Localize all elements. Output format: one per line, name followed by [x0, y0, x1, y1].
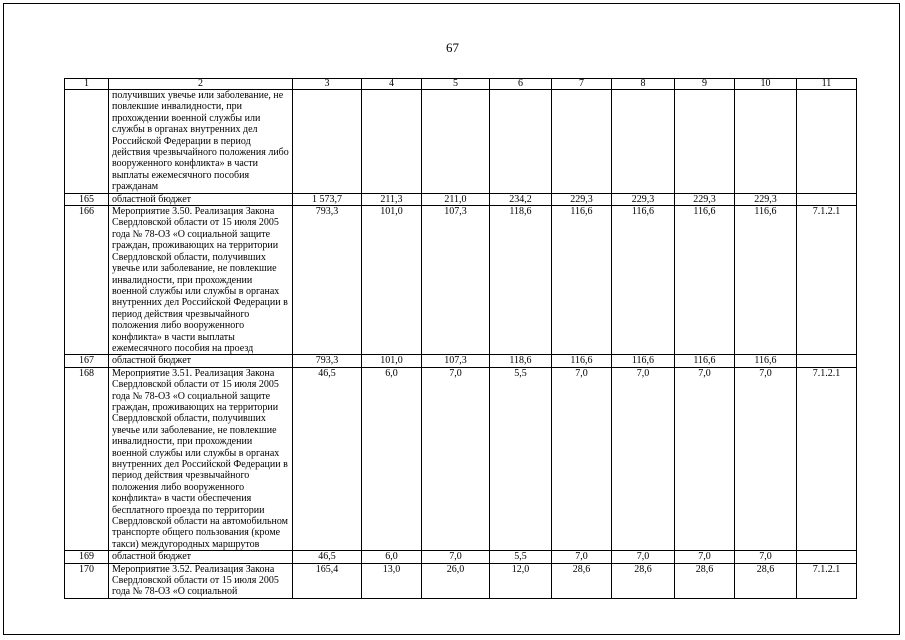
- header-cell: 3: [293, 79, 362, 90]
- budget-table: [64, 78, 857, 599]
- description-cell: Мероприятие 3.51. Реализация Закона Свердловской области от 15 июля 2005 года № 78-ОЗ «О социальной защите граждан, проживающих на территории Свердловской области, получивших увечье или заболевание, не повлекшие инвалидности, при прохождении военной службы или службы в органах внутренних дел Российской Федерации в период действия чрезвычайного положения либо вооруженного конфликта» в части обеспечения бесплатного проезда по территории Свердловской области на автомобильном транспорте общего пользования (кроме такси) междугородных маршрутов: [109, 367, 293, 551]
- header-cell: 7: [552, 79, 612, 90]
- row-number-cell: 170: [65, 563, 109, 598]
- value-cell: 7,0: [675, 551, 735, 563]
- row-number-cell: 167: [65, 355, 109, 367]
- value-cell: 211,3: [362, 193, 422, 205]
- description-cell: областной бюджет: [109, 551, 293, 563]
- row-number-cell: 169: [65, 551, 109, 563]
- value-cell: 116,6: [552, 355, 612, 367]
- value-cell: 116,6: [612, 355, 675, 367]
- value-cell: 7,0: [422, 367, 490, 551]
- header-cell: 11: [797, 79, 857, 90]
- value-cell: 7,0: [735, 367, 797, 551]
- description-cell: Мероприятие 3.52. Реализация Закона Свердловской области от 15 июля 2005 года № 78-ОЗ «О социальной: [109, 563, 293, 598]
- table-row: [65, 563, 857, 598]
- value-cell: 7,0: [675, 367, 735, 551]
- row-number-cell: 166: [65, 206, 109, 355]
- value-cell: 118,6: [490, 355, 552, 367]
- value-cell: [552, 90, 612, 194]
- header-cell: 6: [490, 79, 552, 90]
- table-header-row: [65, 79, 857, 90]
- value-cell: 211,0: [422, 193, 490, 205]
- header-cell: 9: [675, 79, 735, 90]
- value-cell: 5,5: [490, 551, 552, 563]
- value-cell: 13,0: [362, 563, 422, 598]
- value-cell: 116,6: [675, 206, 735, 355]
- value-cell: 7,0: [552, 551, 612, 563]
- description-cell: областной бюджет: [109, 193, 293, 205]
- value-cell: [293, 90, 362, 194]
- value-cell: 229,3: [735, 193, 797, 205]
- target-code-cell: 7.1.2.1: [797, 367, 857, 551]
- row-number-cell: [65, 90, 109, 194]
- target-code-cell: [797, 193, 857, 205]
- target-code-cell: [797, 90, 857, 194]
- value-cell: [735, 90, 797, 194]
- target-code-cell: [797, 551, 857, 563]
- description-cell: областной бюджет: [109, 355, 293, 367]
- value-cell: 7,0: [422, 551, 490, 563]
- value-cell: 6,0: [362, 367, 422, 551]
- table-row: [65, 367, 857, 551]
- value-cell: 793,3: [293, 206, 362, 355]
- value-cell: 229,3: [612, 193, 675, 205]
- table-row: [65, 90, 857, 194]
- value-cell: [490, 90, 552, 194]
- description-cell: Мероприятие 3.50. Реализация Закона Свердловской области от 15 июля 2005 года № 78-ОЗ «О социальной защите граждан, проживающих на территории Свердловской области, получивших увечье или заболевание, не повлекшие инвалидности, при прохождении военной службы или службы в органах внутренних дел Российской Федерации в период действия чрезвычайного положения либо вооруженного конфликта» в части выплаты ежемесячного пособия на проезд: [109, 206, 293, 355]
- value-cell: [422, 90, 490, 194]
- value-cell: [612, 90, 675, 194]
- value-cell: [362, 90, 422, 194]
- value-cell: 7,0: [552, 367, 612, 551]
- value-cell: [675, 90, 735, 194]
- row-number-cell: 168: [65, 367, 109, 551]
- target-code-cell: 7.1.2.1: [797, 206, 857, 355]
- table-row: [65, 193, 857, 205]
- value-cell: 26,0: [422, 563, 490, 598]
- value-cell: 165,4: [293, 563, 362, 598]
- header-cell: 5: [422, 79, 490, 90]
- value-cell: 116,6: [735, 206, 797, 355]
- value-cell: 116,6: [675, 355, 735, 367]
- value-cell: 107,3: [422, 206, 490, 355]
- value-cell: 12,0: [490, 563, 552, 598]
- value-cell: 116,6: [552, 206, 612, 355]
- table-row: [65, 206, 857, 355]
- value-cell: 1 573,7: [293, 193, 362, 205]
- value-cell: 28,6: [552, 563, 612, 598]
- header-cell: 2: [109, 79, 293, 90]
- value-cell: 6,0: [362, 551, 422, 563]
- value-cell: 7,0: [735, 551, 797, 563]
- header-cell: 10: [735, 79, 797, 90]
- value-cell: 229,3: [675, 193, 735, 205]
- value-cell: 7,0: [612, 367, 675, 551]
- value-cell: 234,2: [490, 193, 552, 205]
- value-cell: 5,5: [490, 367, 552, 551]
- value-cell: 107,3: [422, 355, 490, 367]
- row-number-cell: 165: [65, 193, 109, 205]
- target-code-cell: 7.1.2.1: [797, 563, 857, 598]
- header-cell: 8: [612, 79, 675, 90]
- table-row: [65, 551, 857, 563]
- value-cell: 118,6: [490, 206, 552, 355]
- value-cell: 229,3: [552, 193, 612, 205]
- value-cell: 7,0: [612, 551, 675, 563]
- table-row: [65, 355, 857, 367]
- target-code-cell: [797, 355, 857, 367]
- description-cell: получивших увечье или заболевание, не повлекшие инвалидности, при прохождении военной службы или службы в органах внутренних дел Российской Федерации в период действия чрезвычайного положения либо вооруженного конфликта» в части выплаты ежемесячного пособия гражданам: [109, 90, 293, 194]
- page-number: 67: [446, 40, 459, 55]
- header-cell: 4: [362, 79, 422, 90]
- value-cell: 46,5: [293, 367, 362, 551]
- value-cell: 101,0: [362, 206, 422, 355]
- value-cell: 28,6: [612, 563, 675, 598]
- value-cell: 28,6: [675, 563, 735, 598]
- value-cell: 101,0: [362, 355, 422, 367]
- value-cell: 28,6: [735, 563, 797, 598]
- value-cell: 46,5: [293, 551, 362, 563]
- value-cell: 116,6: [735, 355, 797, 367]
- value-cell: 116,6: [612, 206, 675, 355]
- value-cell: 793,3: [293, 355, 362, 367]
- header-cell: 1: [65, 79, 109, 90]
